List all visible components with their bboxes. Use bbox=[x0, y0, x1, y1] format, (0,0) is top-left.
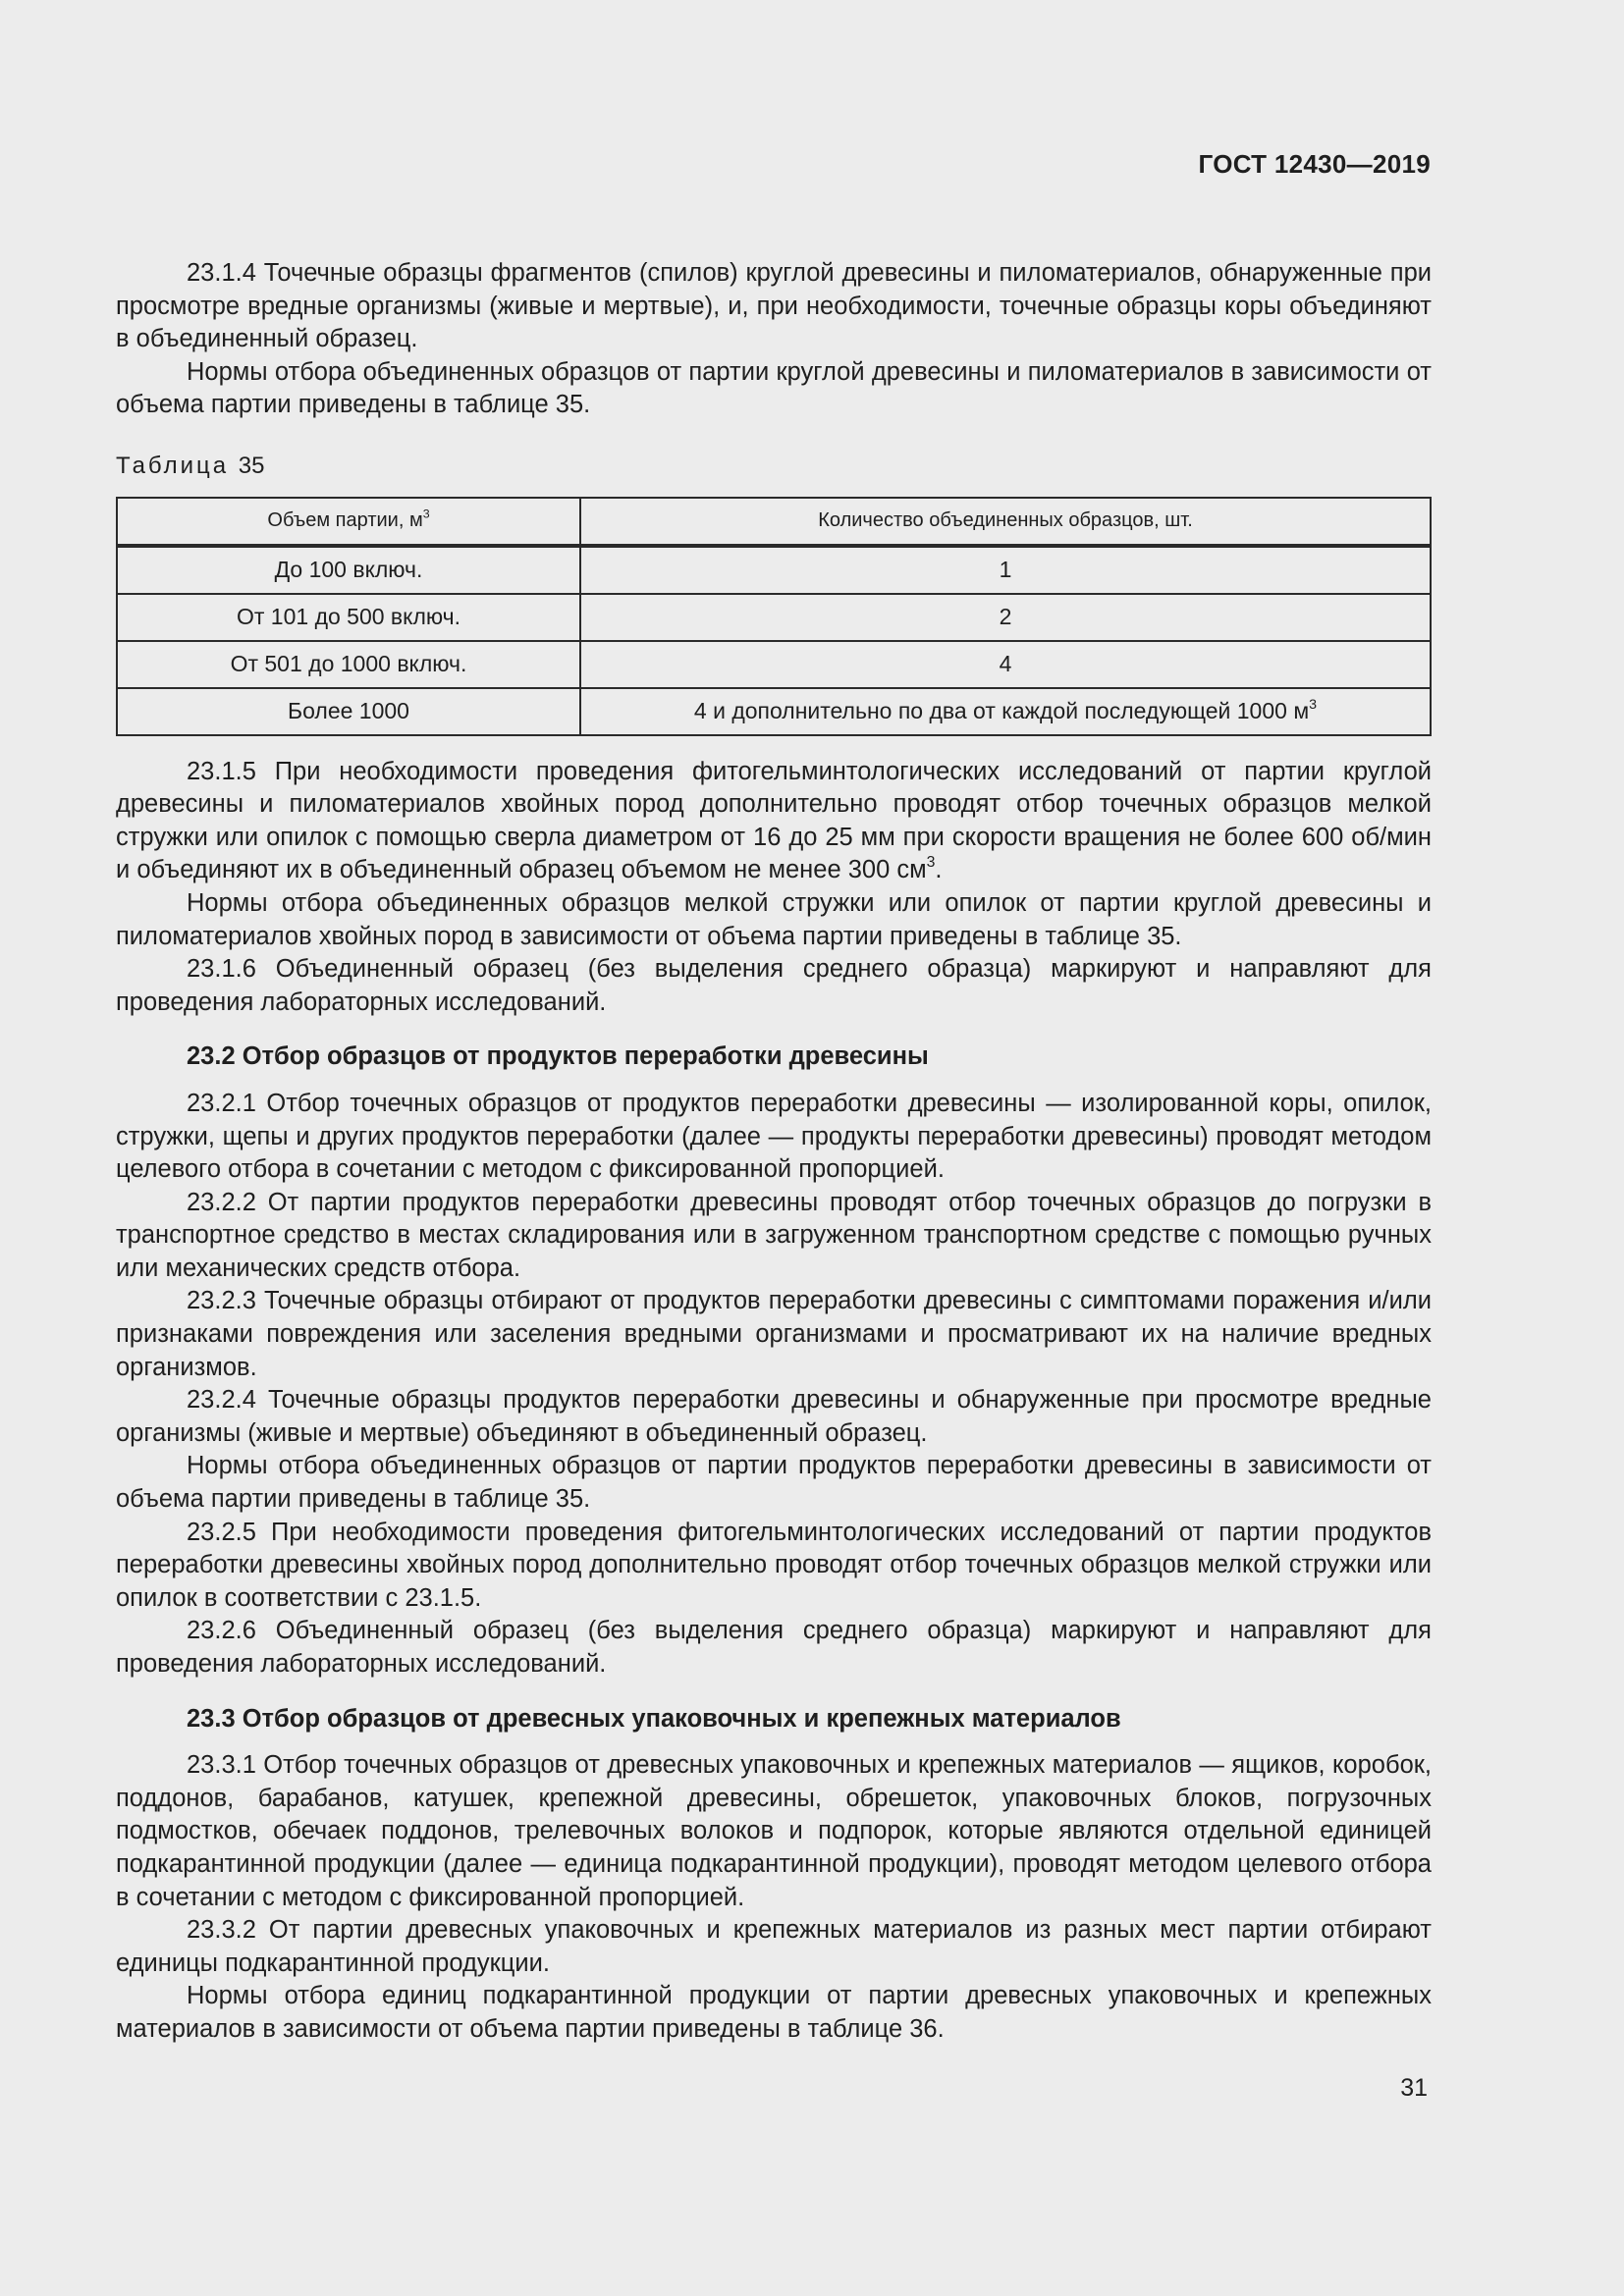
paragraph-23-2-2: 23.2.2 От партии продуктов переработки древесины проводят отбор точечных образцов до погрузки в транспортное средство в местах складирования или в загруженном транспортном средстве с помощью ручных или механических средств отбора. bbox=[116, 1188, 1432, 1282]
cell-count: 2 bbox=[580, 594, 1431, 641]
document-code: ГОСТ 12430—2019 bbox=[1198, 149, 1431, 179]
paragraph-norms-round-wood: Нормы отбора объединенных образцов от партии круглой древесины и пиломатериалов в зависимости от объема партии приведены в таблице 35. bbox=[116, 357, 1432, 419]
cell-volume: От 501 до 1000 включ. bbox=[117, 641, 580, 688]
table-row bbox=[117, 688, 1431, 735]
paragraph-23-2-4: 23.2.4 Точечные образцы продуктов переработки древесины и обнаруженные при просмотре вредные организмы (живые и мертвые) объединяют в объединенный образец. bbox=[116, 1386, 1432, 1447]
cell-volume: От 101 до 500 включ. bbox=[117, 594, 580, 641]
table-header-row bbox=[117, 498, 1431, 546]
column-header-count: Количество объединенных образцов, шт. bbox=[580, 498, 1431, 546]
page-number: 31 bbox=[1400, 2074, 1428, 2102]
table-row bbox=[117, 641, 1431, 688]
paragraph-23-2-3: 23.2.3 Точечные образцы отбирают от продуктов переработки древесины с симптомами поражения и/или признаками повреждения или заселения вредными организмами и просматривают их на наличие вредных организмов. bbox=[116, 1287, 1432, 1381]
table-35 bbox=[116, 497, 1432, 736]
cell-count: 4 bbox=[580, 641, 1431, 688]
column-header-volume: Объем партии, $м^3$ bbox=[117, 498, 580, 546]
cell-volume: Более 1000 bbox=[117, 688, 580, 735]
table-caption bbox=[116, 450, 1432, 483]
paragraph-23-2-6: 23.2.6 Объединенный образец (без выделения среднего образца) маркируют и направляют для проведения лабораторных исследований. bbox=[116, 1617, 1432, 1678]
paragraph-23-2-1: 23.2.1 Отбор точечных образцов от продуктов переработки древесины — изолированной коры, опилок, стружки, щепы и других продуктов переработки (далее — продукты переработки древесины) проводят методом целевого отбора в сочетании с методом с фиксированной пропорцией. bbox=[116, 1089, 1432, 1184]
paragraph-23-3-1: 23.3.1 Отбор точечных образцов от древесных упаковочных и крепежных материалов — ящиков, коробок, поддонов, барабанов, катушек, крепежной древесины, обрешеток, упаковочных блоков, погрузочных подмостков, обечаек поддонов, трелевочных волоков и подпорок, которые являются отдельной единицей подкарантинной продукции (далее — единица подкарантинной продукции), проводят методом целевого отбора в сочетании с методом с фиксированной пропорцией. bbox=[116, 1751, 1432, 1911]
page-content bbox=[116, 257, 1432, 2047]
paragraph-23-1-4: 23.1.4 Точечные образцы фрагментов (спилов) круглой древесины и пиломатериалов, обнаруженные при просмотре вредные организмы (живые и мертвые), и, при необходимости, точечные образцы коры объединяют в объединенный образец. bbox=[116, 259, 1432, 353]
cell-count: 1 bbox=[580, 546, 1431, 594]
paragraph-norms-wood-products: Нормы отбора объединенных образцов от партии продуктов переработки древесины в зависимости от объема партии приведены в таблице 35. bbox=[116, 1452, 1432, 1514]
paragraph-norms-shavings: Нормы отбора объединенных образцов мелкой стружки или опилок от партии круглой древесины и пиломатериалов хвойных пород в зависимости от объема партии приведены в таблице 35. bbox=[116, 888, 1432, 950]
table-caption-word: Таблица bbox=[116, 452, 230, 479]
cell-volume: До 100 включ. bbox=[117, 546, 580, 594]
paragraph-23-3-2: 23.3.2 От партии древесных упаковочных и крепежных материалов из разных мест партии отбирают единицы подкарантинной продукции. bbox=[116, 1916, 1432, 1977]
paragraph-23-1-5: 23.1.5 При необходимости проведения фитогельминтологических исследований от партии круглой древесины и пиломатериалов хвойных пород дополнительно проводят отбор точечных образцов мелкой стружки или опилок с помощью сверла диаметром от 16 до 25 мм при скорости вращения не более 600 об/мин и объединяют их в объединенный образец объемом не менее 300 $см^3$. bbox=[116, 757, 1432, 884]
cell-count: 4 и дополнительно по два от каждой последующей 1000 $м^3$ bbox=[580, 688, 1431, 735]
table-row bbox=[117, 546, 1431, 594]
table-row bbox=[117, 594, 1431, 641]
paragraph-23-1-6: 23.1.6 Объединенный образец (без выделения среднего образца) маркируют и направляют для проведения лабораторных исследований. bbox=[116, 955, 1432, 1016]
paragraph-23-2-5: 23.2.5 При необходимости проведения фитогельминтологических исследований от партии продуктов переработки древесины хвойных пород дополнительно проводят отбор точечных образцов мелкой стружки или опилок в соответствии с 23.1.5. bbox=[116, 1518, 1432, 1612]
section-heading-23-3: 23.3 Отбор образцов от древесных упаковочных и крепежных материалов bbox=[187, 1704, 1121, 1733]
table-caption-number: 35 bbox=[238, 452, 265, 479]
paragraph-norms-packaging: Нормы отбора единиц подкарантинной продукции от партии древесных упаковочных и крепежных материалов в зависимости от объема партии приведены в таблице 36. bbox=[116, 1982, 1432, 2043]
section-heading-23-2: 23.2 Отбор образцов от продуктов переработки древесины bbox=[187, 1042, 929, 1071]
